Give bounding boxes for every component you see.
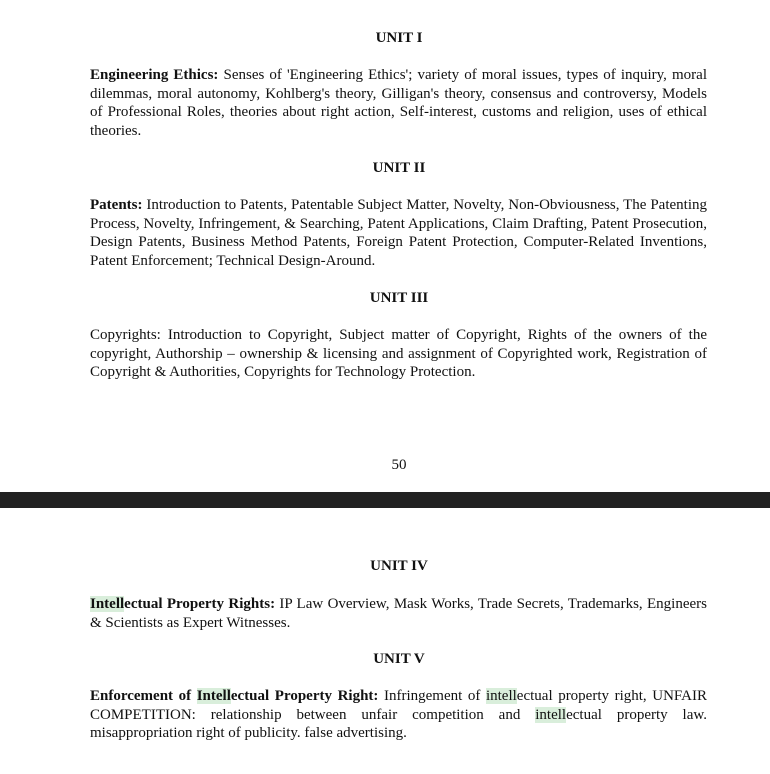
search-highlight[interactable]: Intell: [196, 688, 231, 704]
page-divider: [0, 492, 770, 508]
unit-5-lead-rest: ectual Property Right:: [230, 688, 379, 704]
unit-2-lead: Patents:: [90, 197, 143, 213]
search-highlight[interactable]: intell: [485, 688, 517, 704]
unit-2-paragraph: [90, 196, 707, 270]
unit-5-lead: [90, 688, 378, 704]
unit-3-heading: UNIT III: [369, 290, 429, 306]
unit-3-paragraph: Copyrights: Introduction to Copyright, Subject matter of Copyright, Rights of the owners of the copyright, Authorship – ownership & licensing and assignment of Copyrighted work, Registration of Copyright & Authorities, Copyrights for Technology Protection.: [90, 327, 707, 380]
unit-5-paragraph: [90, 687, 707, 743]
document-page-51: [0, 508, 770, 774]
unit-5-body-b: ectual property right, UNFAIR COMPETITION: relationship between unfair competition and: [90, 688, 707, 723]
unit-4-heading: UNIT IV: [370, 558, 428, 574]
unit-2-body: Introduction to Patents, Patentable Subject Matter, Novelty, Non-Obviousness, The Patenting Process, Novelty, Infringement, & Searching, Patent Applications, Claim Drafting, Patent Prosecution, Design Patents, Business Method Patents, Foreign Patent Protection, Computer-Related Inventions, Patent Enforcement; Technical Design-Around.: [90, 197, 707, 269]
unit-1-body: Senses of 'Engineering Ethics'; variety of moral issues, types of inquiry, moral dilemmas, moral autonomy, Kohlberg's theory, Gilligan's theory, consensus and controversy, Models of Professional Roles, theories about right action, Self-interest, customs and religion, uses of ethical theories.: [90, 67, 707, 139]
search-highlight[interactable]: intell: [535, 706, 567, 723]
unit-1-lead: Engineering Ethics:: [90, 67, 219, 83]
unit-2-heading: UNIT II: [372, 160, 426, 176]
unit-5-heading: UNIT V: [373, 651, 425, 667]
page-number: 50: [391, 457, 407, 473]
unit-4-body: IP Law Overview, Mask Works, Trade Secrets, Trademarks, Engineers & Scientists as Expert Witnesses.: [90, 596, 707, 631]
unit-1-paragraph: [90, 66, 707, 140]
unit-5-body-a: Infringement of: [378, 688, 486, 704]
unit-1-heading: UNIT I: [375, 30, 423, 46]
unit-5-lead-pre: Enforcement of: [90, 688, 197, 704]
unit-5-body-c: ectual property law. misappropriation right of publicity. false advertising.: [90, 706, 707, 741]
unit-4-lead-rest: ectual Property Rights:: [124, 596, 276, 612]
unit-4-lead: [90, 596, 275, 612]
unit-4-paragraph: [90, 595, 707, 632]
search-highlight[interactable]: Intell: [90, 596, 125, 612]
